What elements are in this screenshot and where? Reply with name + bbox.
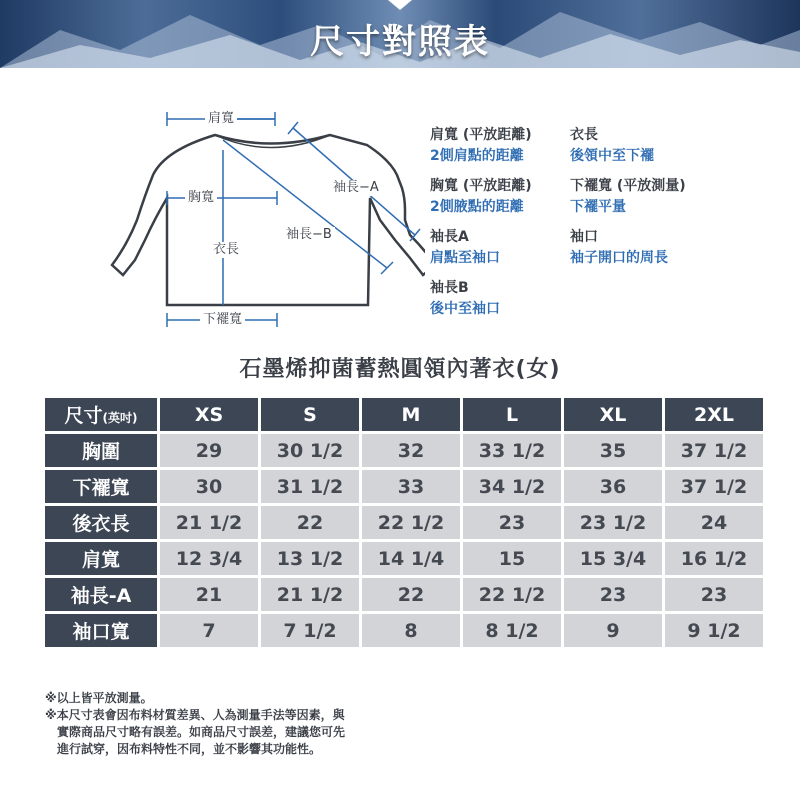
row-label: 袖口寬	[45, 614, 157, 647]
table-cell: 16 1/2	[665, 542, 763, 575]
table-row	[45, 434, 763, 467]
diagram-label-sleeve-a: 袖長−A	[330, 180, 382, 196]
table-row	[45, 506, 763, 539]
table-cell: 30	[160, 470, 258, 503]
table-cell: 7 1/2	[261, 614, 359, 647]
size-header: M	[362, 398, 460, 431]
legend-desc: 2側腋點的距離	[430, 199, 524, 215]
footnote-line: 進行試穿，因布料特性不同，並不影響其功能性。	[57, 742, 322, 756]
table-header-row	[45, 398, 763, 431]
table-cell: 34 1/2	[463, 470, 561, 503]
size-header: L	[463, 398, 561, 431]
table-cell: 15	[463, 542, 561, 575]
page-title: 尺寸對照表	[310, 22, 490, 62]
table-cell: 12 3/4	[160, 542, 258, 575]
table-cell: 23	[463, 506, 561, 539]
row-label: 後衣長	[45, 506, 157, 539]
table-cell: 22 1/2	[463, 578, 561, 611]
table-cell: 9 1/2	[665, 614, 763, 647]
table-row	[45, 542, 763, 575]
table-row	[45, 614, 763, 647]
table-cell: 21 1/2	[160, 506, 258, 539]
legend-item	[570, 176, 686, 218]
legend-desc: 後中至袖口	[430, 301, 500, 317]
footnote-line: ※本尺寸表會因布料材質差異、人為測量手法等因素，與	[45, 708, 345, 722]
legend-item	[430, 278, 500, 320]
garment-diagram	[105, 100, 425, 335]
legend-item	[570, 125, 654, 167]
table-cell: 9	[564, 614, 662, 647]
row-label: 胸圍	[45, 434, 157, 467]
product-title: 石墨烯抑菌蓄熱圓領內著衣(女)	[239, 357, 561, 382]
table-cell: 37 1/2	[665, 470, 763, 503]
header-banner	[0, 0, 800, 68]
footnote-line: 實際商品尺寸略有誤差。如商品尺寸誤差，建議您可先	[57, 725, 346, 739]
table-cell: 33	[362, 470, 460, 503]
legend-term: 肩寬 (平放距離)	[430, 127, 532, 143]
table-cell: 15 3/4	[564, 542, 662, 575]
legend-term: 胸寬 (平放距離)	[430, 178, 532, 194]
corner-label: 尺寸	[64, 405, 103, 427]
table-cell: 23	[564, 578, 662, 611]
banner-notch	[388, 0, 412, 10]
table-cell: 8	[362, 614, 460, 647]
table-cell: 22	[261, 506, 359, 539]
table-cell: 7	[160, 614, 258, 647]
table-cell: 37 1/2	[665, 434, 763, 467]
table-cell: 33 1/2	[463, 434, 561, 467]
size-header: 2XL	[665, 398, 763, 431]
table-cell: 24	[665, 506, 763, 539]
legend-item	[430, 227, 500, 269]
diagram-label-length: 衣長	[210, 242, 242, 258]
table-cell: 32	[362, 434, 460, 467]
table-cell: 29	[160, 434, 258, 467]
legend-term: 下襬寬 (平放測量)	[570, 178, 686, 194]
row-label: 袖長-A	[45, 578, 157, 611]
legend-item	[430, 125, 532, 167]
footnote-line: ※以上皆平放測量。	[45, 691, 153, 705]
legend-term: 袖長B	[430, 280, 469, 296]
legend-term: 袖長A	[430, 229, 469, 245]
table-cell: 8 1/2	[463, 614, 561, 647]
diagram-label-sleeve-b: 袖長−B	[283, 227, 335, 243]
table-cell: 23 1/2	[564, 506, 662, 539]
shirt-outline	[105, 100, 425, 335]
table-cell: 23	[665, 578, 763, 611]
size-header: XS	[160, 398, 258, 431]
table-cell: 31 1/2	[261, 470, 359, 503]
table-cell: 13 1/2	[261, 542, 359, 575]
legend-desc: 下襬平量	[570, 199, 626, 215]
table-row	[45, 470, 763, 503]
corner-unit: (英吋)	[102, 411, 138, 425]
legend-desc: 肩點至袖口	[430, 250, 500, 266]
table-cell: 35	[564, 434, 662, 467]
table-row	[45, 578, 763, 611]
row-label: 肩寬	[45, 542, 157, 575]
table-cell: 22	[362, 578, 460, 611]
legend-desc: 2側肩點的距離	[430, 148, 524, 164]
size-table	[42, 395, 766, 650]
legend-item	[430, 176, 532, 218]
table-cell: 30 1/2	[261, 434, 359, 467]
legend-desc: 後領中至下襬	[570, 148, 654, 164]
footnotes	[45, 690, 345, 758]
table-cell: 21	[160, 578, 258, 611]
size-header: XL	[564, 398, 662, 431]
corner-header	[45, 398, 157, 431]
table-cell: 21 1/2	[261, 578, 359, 611]
diagram-label-hem: 下襬寬	[200, 312, 245, 328]
legend-desc: 袖子開口的周長	[570, 250, 668, 266]
row-label: 下襬寬	[45, 470, 157, 503]
legend-item	[570, 227, 668, 269]
diagram-label-chest: 胸寬	[185, 190, 217, 206]
table-cell: 14 1/4	[362, 542, 460, 575]
table-cell: 22 1/2	[362, 506, 460, 539]
size-header: S	[261, 398, 359, 431]
legend-term: 衣長	[570, 127, 598, 143]
diagram-label-shoulder: 肩寬	[205, 111, 237, 127]
table-cell: 36	[564, 470, 662, 503]
legend-term: 袖口	[570, 229, 598, 245]
